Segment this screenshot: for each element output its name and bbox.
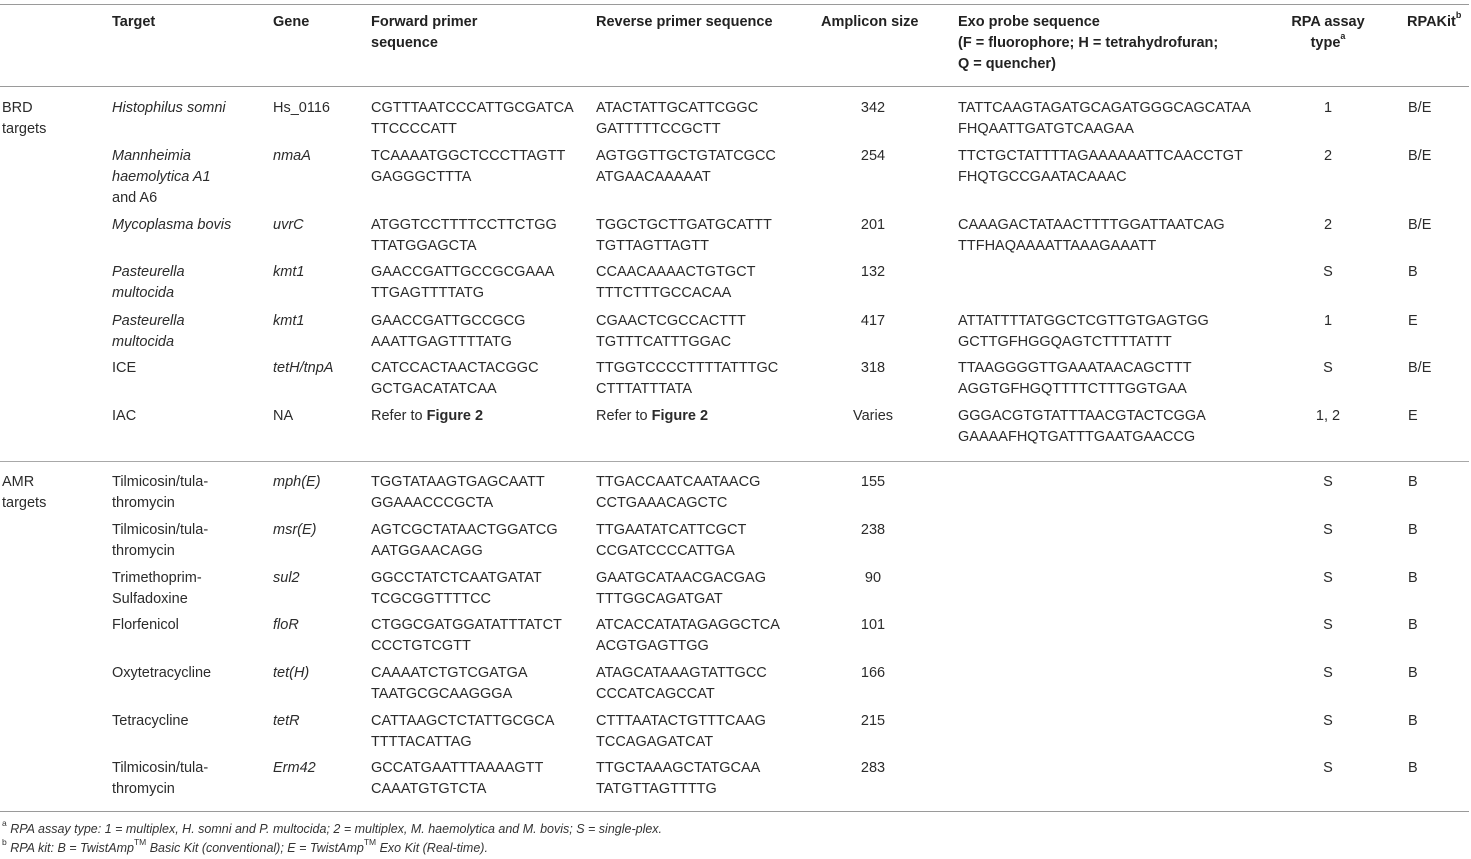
cell-amplicon-size: 417	[860, 313, 886, 329]
cell-rpa-type: 1, 2	[1315, 408, 1341, 424]
cell-rpa-kit: B	[1408, 760, 1418, 776]
cell-forward-primer: CTGGCGATGGATATTTATCT CCCTGTCGTT	[371, 617, 562, 654]
cell-amplicon-size: 201	[860, 217, 886, 233]
cell-exo-probe: TATTCAAGTAGATGCAGATGGGCAGCATAA FHQAATTGATGTCAAGAA	[958, 100, 1251, 137]
top-rule	[0, 4, 1469, 5]
cell-amplicon-size: 215	[860, 713, 886, 729]
cell-reverse-primer: AGTGGTTGCTGTATCGCC ATGAACAAAAAT	[596, 148, 776, 185]
cell-rpa-type: S	[1323, 713, 1333, 729]
cell-rpa-type: S	[1323, 522, 1333, 538]
cell-amplicon-size: 342	[860, 100, 886, 116]
cell-rpa-kit: B/E	[1408, 217, 1432, 233]
cell-reverse-primer: CTTTAATACTGTTTCAAG TCCAGAGATCAT	[596, 713, 766, 750]
cell-reverse-primer: CCAACAAAACTGTGCT TTTCTTTGCCACAA	[596, 264, 756, 301]
cell-rpa-kit: B	[1408, 264, 1418, 280]
cell-gene: tetH/tnpA	[273, 360, 334, 376]
cell-exo-probe: GGGACGTGTATTTAACGTACTCGGA GAAAAFHQTGATTTGAATGAACCG	[958, 408, 1206, 445]
cell-gene: floR	[273, 617, 299, 633]
cell-target: Tilmicosin/tula- thromycin	[112, 522, 209, 559]
cell-rpa-type: 1	[1323, 313, 1333, 329]
cell-rpa-kit: B	[1408, 522, 1418, 538]
cell-gene: msr(E)	[273, 522, 317, 538]
cell-reverse-primer: TGGCTGCTTGATGCATTT TGTTAGTTAGTT	[596, 217, 772, 254]
cell-target: Mannheimia haemolytica A1 and A6	[112, 148, 211, 206]
cell-gene: tetR	[273, 713, 300, 729]
cell-forward-primer: GAACCGATTGCCGCG AAATTGAGTTTTATG	[371, 313, 526, 350]
cell-exo-probe: CAAAGACTATAACTTTTGGATTAATCAG TTFHAQAAAATTAAAGAAATT	[958, 217, 1225, 254]
header-reverse-primer: Reverse primer sequence	[596, 14, 773, 30]
cell-rpa-kit: B	[1408, 617, 1418, 633]
cell-rpa-kit: E	[1408, 408, 1418, 424]
cell-amplicon-size: 90	[864, 570, 882, 586]
cell-forward-primer: CATTAAGCTCTATTGCGCA TTTTACATTAG	[371, 713, 555, 750]
group-separator-rule	[0, 461, 1469, 462]
cell-reverse-primer: TTGAATATCATTCGCT CCGATCCCCATTGA	[596, 522, 747, 559]
cell-reverse-primer: ATCACCATATAGAGGCTCA ACGTGAGTTGG	[596, 617, 780, 654]
cell-forward-primer: GCCATGAATTTAAAAGTT CAAATGTGTCTA	[371, 760, 544, 797]
header-rpa-kit: RPAKit$^b$	[1407, 10, 1462, 30]
cell-reverse-primer: TTGACCAATCAATAACG CCTGAAACAGCTC	[596, 474, 761, 511]
cell-exo-probe: ATTATTTTATGGCTCGTTGTGAGTGG GCTTGFHGGQAGTCTTTTATTT	[958, 313, 1209, 350]
footnote-a: $^a$ RPA assay type: 1 = multiplex, H. somni and P. multocida; 2 = multiplex, M. haemolytica and M. bovis; S = single-plex.	[2, 817, 663, 836]
cell-amplicon-size: 318	[860, 360, 886, 376]
cell-rpa-type: S	[1323, 760, 1333, 776]
cell-rpa-type: S	[1323, 474, 1333, 490]
cell-rpa-kit: B	[1408, 713, 1418, 729]
cell-target: Oxytetracycline	[112, 665, 212, 681]
cell-rpa-type: S	[1323, 264, 1333, 280]
cell-target: IAC	[112, 408, 137, 424]
cell-target: Pasteurella multocida	[112, 264, 185, 301]
cell-target: Pasteurella multocida	[112, 313, 185, 350]
cell-rpa-kit: B	[1408, 665, 1418, 681]
bottom-rule	[0, 811, 1469, 812]
header-gene: Gene	[273, 14, 310, 30]
cell-exo-probe: TTCTGCTATTTTAGAAAAAATTCAACCTGT FHQTGCCGAATACAAAC	[958, 148, 1243, 185]
cell-rpa-type: S	[1323, 665, 1333, 681]
cell-exo-probe: TTAAGGGGTTGAAATAACAGCTTT AGGTGFHGQTTTTCTTTGGTGAA	[958, 360, 1192, 397]
cell-rpa-type: S	[1323, 617, 1333, 633]
cell-reverse-primer: ATAGCATAAAGTATTGCC CCCATCAGCCAT	[596, 665, 767, 702]
cell-rpa-kit: B/E	[1408, 100, 1432, 116]
cell-forward-primer: ATGGTCCTTTTCCTTCTGG TTATGGAGCTA	[371, 217, 557, 254]
cell-amplicon-size: 283	[860, 760, 886, 776]
cell-forward-primer: CATCCACTAACTACGGC GCTGACATATCAA	[371, 360, 539, 397]
cell-amplicon-size: 155	[860, 474, 886, 490]
cell-target: Tilmicosin/tula- thromycin	[112, 474, 209, 511]
cell-amplicon-size: 254	[860, 148, 886, 164]
cell-target: Florfenicol	[112, 617, 179, 633]
cell-rpa-type: 2	[1323, 217, 1333, 233]
cell-rpa-kit: B	[1408, 570, 1418, 586]
cell-reverse-primer: TTGGTCCCCTTTTATTTGC CTTTATTTATA	[596, 360, 779, 397]
cell-rpa-type: S	[1323, 360, 1333, 376]
cell-forward-primer: GAACCGATTGCCGCGAAA TTGAGTTTTATG	[371, 264, 555, 301]
cell-amplicon-size: Varies	[852, 408, 894, 424]
header-forward-primer: Forward primer sequence	[371, 14, 478, 51]
cell-reverse-primer: TTGCTAAAGCTATGCAA TATGTTAGTTTTG	[596, 760, 761, 797]
cell-gene: sul2	[273, 570, 300, 586]
header-amplicon-size: Amplicon size	[821, 14, 919, 30]
figure-reference[interactable]: Figure 2	[651, 408, 709, 424]
cell-gene: Hs_0116	[273, 100, 330, 116]
cell-gene: uvrC	[273, 217, 304, 233]
cell-gene: nmaA	[273, 148, 311, 164]
group-label-brd: BRD targets	[2, 100, 47, 137]
cell-rpa-kit: E	[1408, 313, 1418, 329]
cell-target: Tilmicosin/tula- thromycin	[112, 760, 209, 797]
cell-reverse-primer: Refer to Figure 2	[596, 408, 709, 424]
cell-amplicon-size: 132	[860, 264, 886, 280]
footnote-b: $^b$ RPA kit: B = TwistAmp™ Basic Kit (conventional); E = TwistAmp™ Exo Kit (Real-time).	[2, 836, 488, 855]
cell-rpa-type: 2	[1323, 148, 1333, 164]
cell-amplicon-size: 166	[860, 665, 886, 681]
header-target: Target	[112, 14, 156, 30]
cell-target: ICE	[112, 360, 137, 376]
cell-forward-primer: TGGTATAAGTGAGCAATT GGAAACCCGCTA	[371, 474, 545, 511]
cell-forward-primer: Refer to Figure 2	[371, 408, 484, 424]
cell-amplicon-size: 101	[860, 617, 886, 633]
cell-rpa-kit: B/E	[1408, 148, 1432, 164]
header-rpa-assay-type: RPA assay type$^a$	[1291, 14, 1365, 51]
cell-forward-primer: GGCCTATCTCAATGATAT TCGCGGTTTTCC	[371, 570, 542, 607]
cell-target: Trimethoprim- Sulfadoxine	[112, 570, 202, 607]
group-label-amr: AMR targets	[2, 474, 47, 511]
cell-rpa-type: S	[1323, 570, 1333, 586]
header-rule	[0, 86, 1469, 87]
cell-forward-primer: CAAAATCTGTCGATGA TAATGCGCAAGGGA	[371, 665, 528, 702]
cell-rpa-kit: B/E	[1408, 360, 1432, 376]
cell-gene: NA	[273, 408, 294, 424]
cell-target: Mycoplasma bovis	[112, 217, 232, 233]
cell-target: Histophilus somni	[112, 100, 226, 116]
cell-gene: kmt1	[273, 313, 305, 329]
cell-reverse-primer: ATACTATTGCATTCGGC GATTTTTCCGCTT	[596, 100, 759, 137]
cell-gene: Erm42	[273, 760, 316, 776]
cell-forward-primer: CGTTTAATCCCATTGCGATCA TTCCCCATT	[371, 100, 574, 137]
figure-reference[interactable]: Figure 2	[426, 408, 484, 424]
cell-gene: kmt1	[273, 264, 305, 280]
cell-rpa-kit: B	[1408, 474, 1418, 490]
cell-gene: tet(H)	[273, 665, 310, 681]
cell-amplicon-size: 238	[860, 522, 886, 538]
cell-reverse-primer: GAATGCATAACGACGAG TTTGGCAGATGAT	[596, 570, 766, 607]
cell-target: Tetracycline	[112, 713, 189, 729]
cell-rpa-type: 1	[1323, 100, 1333, 116]
cell-forward-primer: TCAAAATGGCTCCCTTAGTT GAGGGCTTTA	[371, 148, 566, 185]
cell-reverse-primer: CGAACTCGCCACTTT TGTTTCATTTGGAC	[596, 313, 746, 350]
cell-gene: mph(E)	[273, 474, 321, 490]
cell-forward-primer: AGTCGCTATAACTGGATCG AATGGAACAGG	[371, 522, 558, 559]
header-exo-probe: Exo probe sequence (F = fluorophore; H = tetrahydrofuran; Q = quencher)	[958, 14, 1219, 72]
